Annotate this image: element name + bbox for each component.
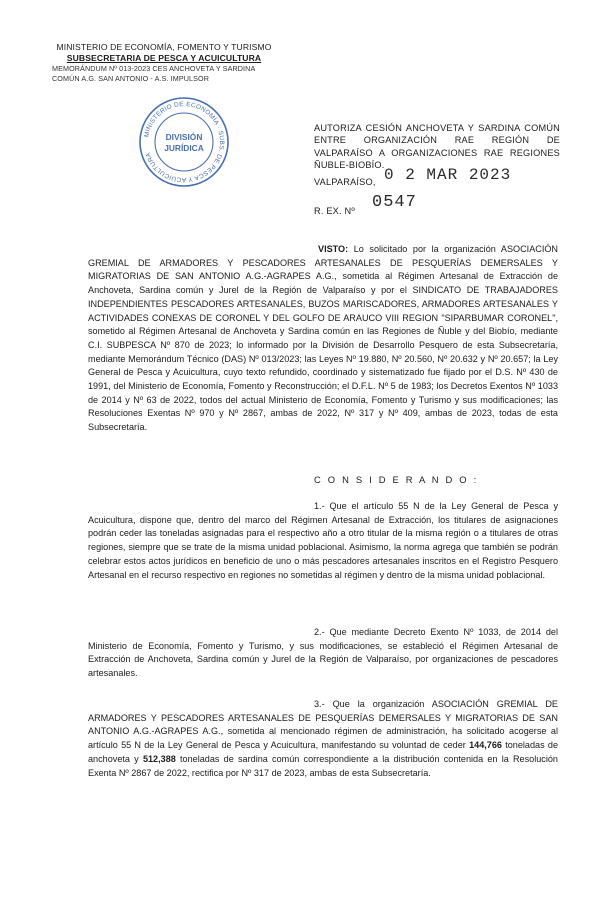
place-label: VALPARAÍSO, <box>314 177 376 187</box>
stamp-ring-text: MINISTERIO DE ECONOMÍA · SUBS. DE PESCA Y ACUICULTURA <box>143 100 226 184</box>
subsecretaria-name: SUBSECRETARIA DE PESCA Y ACUICULTURA <box>66 53 262 63</box>
stamp-line-juridica: JURÍDICA <box>164 143 204 153</box>
ministry-name: MINISTERIO DE ECONOMÍA, FOMENTO Y TURISMO <box>56 42 272 52</box>
visto-paragraph <box>88 243 558 435</box>
division-juridica-stamp <box>138 96 230 188</box>
memo-reference-line-2: COMÚN A.G. SAN ANTONIO - A.S. IMPULSOR <box>52 73 210 83</box>
visto-lead: VISTO: <box>318 244 349 254</box>
date-stamp: 0 2 MAR 2023 <box>384 166 512 184</box>
visto-text-2: , sometida al Régimen Artesanal de Extracción de Anchoveta, Sardina común y Jurel de la Región de Valparaíso y por el <box>88 271 559 296</box>
memo-reference-line-1: MEMORÁNDUM Nº 013-2023 CES ANCHOVETA Y SARDINA <box>52 64 256 73</box>
letterhead <box>44 42 284 83</box>
rex-label: R. EX. Nº <box>314 206 355 216</box>
considerando-heading: C O N S I D E R A N D O : <box>314 474 479 485</box>
visto-org-1: ASOCIACIÓN GREMIAL DE ARMADORES Y PESCADORES ARTESANALES DE PESQUERÍAS DEMERSALES Y MIGRATORIAS DE SAN ANTONIO A.G.-AGRAPES A.G. <box>88 244 558 282</box>
considerando-paragraph-2: 2.- Que mediante Decreto Exento Nº 1033, de 2014 del Ministerio de Economía, Fomento y Turismo, y sus modificaciones, se estableció el Régimen Artesanal de Extracción de Anchoveta, Sardina común y Jurel de la Región de Valparaíso, por organizaciones de pescadores artesanales. <box>88 627 558 679</box>
p3-text-1: 3.- Que la organización ASOCIACIÓN GREMIAL DE ARMADORES Y PESCADORES ARTESANALES DE PESQUERÍAS DEMERSALES Y MIGRATORIAS DE SAN ANTONIO A.G.-AGRAPES A.G., sometida al mencionado régimen de administración, ha solicitado acogerse al artículo 55 N de la Ley General de Pesca y Acuicultura, manifestando su voluntad de ceder <box>88 699 558 751</box>
p3-text-2: toneladas de anchoveta y <box>88 740 559 764</box>
rex-number: 0547 <box>372 193 417 212</box>
stamp-seal <box>138 96 230 188</box>
p3-sardina-tons: 512,388 <box>142 753 176 764</box>
visto-org-2: SINDICATO DE TRABAJADORES INDEPENDIENTES PESCADORES ARTESANALES, BUZOS MARISCADORES, ARMADORES ARTESANALES Y ACTIVIDADES CONEXAS DE CORONEL Y DEL GOLFO DE ARAUCO VIII REGION "SIPARBUMAR CORONEL" <box>88 285 558 323</box>
stamp-line-division: DIVISIÓN <box>165 132 203 142</box>
visto-text-3: , sometido al Régimen Artesanal de Anchoveta y Sardina común en las Regiones de Ñuble y del Biobío, mediante C.I. SUBPESCA Nº 870 de 2023; lo informado por la División de Desarrollo Pesquero de esta Subsecretaría, mediante Memorándum Técnico (DAS) Nº 013/2023; las Leyes Nº 19.880, Nº 20.560, Nº 20.632 y Nº 20.657; la Ley General de Pesca y Acuicultura, cuyo texto refundido, coordinado y sistematizado fue fijado por el D.S. Nº 430 de 1991, del Ministerio de Economía, Fomento y Reconstrucción; el D.F.L. Nº 5 de 1983; los Decretos Exentos Nº 1033 de 2014 y Nº 63 de 2022, todos del actual Ministerio de Economía, Fomento y Turismo y sus modificaciones; las Resoluciones Exentas Nº 970 y Nº 2867, ambas de 2022, Nº 317 y Nº 409, ambas de 2023, todas de esta Subsecretaría. <box>88 312 558 433</box>
resolution-subject: AUTORIZA CESIÓN ANCHOVETA Y SARDINA COMÚN ENTRE ORGANIZACIÓN RAE REGIÓN DE VALPARAÍSO A ORGANIZACIONES RAE REGIONES ÑUBLE-BIOBÍO. <box>314 123 560 171</box>
p3-anchoveta-tons: 144,766 <box>469 740 502 751</box>
considerando-paragraph-3 <box>88 698 558 780</box>
considerando-paragraph-1: 1.- Que el artículo 55 N de la Ley General de Pesca y Acuicultura, dispone que, dentro del marco del Régimen Artesanal de Extracción, los titulares de asignaciones podrán ceder las toneladas asignadas para el respectivo año a otro titular de la misma región o a titulares de otras regiones, siempre que se trate de la misma unidad poblacional. Asimismo, la norma agrega que también se podrán celebrar estos actos jurídicos en beneficio de uno o más pescadores artesanales inscritos en el Registro Pesquero Artesanal en el recurso respectivo en regiones no sometidas al régimen y dentro de la misma unidad poblacional. <box>88 501 558 580</box>
p3-text-3: toneladas de sardina común correspondiente a la distribución contenida en la Resolución Exenta Nº 2867 de 2022, rectifica por Nº 317 de 2023, ambas de esta Subsecretaría. <box>88 753 558 778</box>
visto-text-1: Lo solicitado por la organización <box>348 244 501 254</box>
